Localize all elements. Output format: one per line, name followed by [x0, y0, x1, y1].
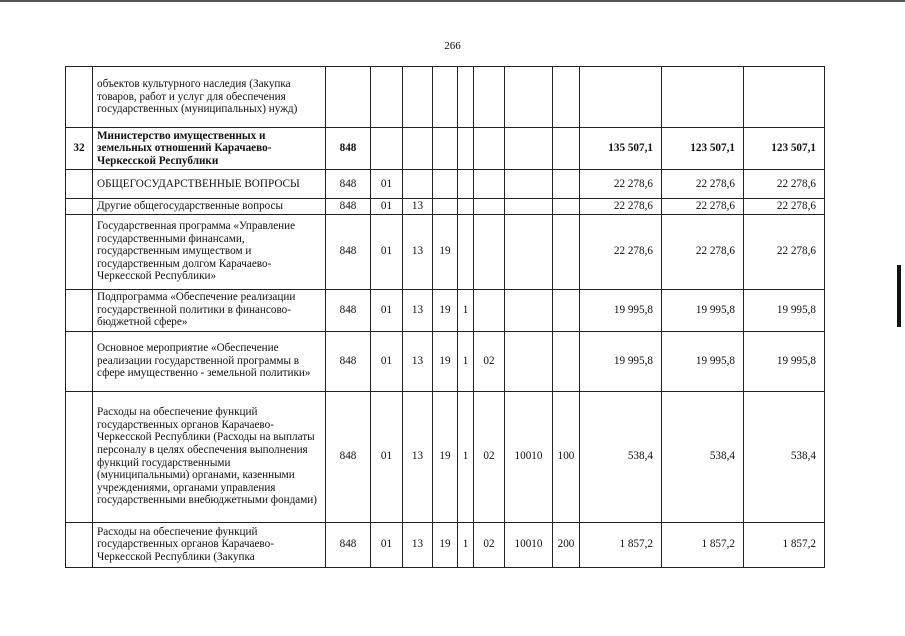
expense-type-code [553, 67, 580, 128]
expense-type-code [553, 128, 580, 170]
table-row [66, 391, 825, 522]
row-name: Министерство имущественных и земельных отношений Карачаево-Черкесской Республики [93, 128, 326, 170]
expense-type-code [553, 214, 580, 289]
amount-2: 538,4 [662, 391, 744, 522]
expense-type-code: 200 [553, 522, 580, 567]
program-code: 19 [433, 391, 458, 522]
activity-code: 02 [474, 522, 505, 567]
section-code [371, 128, 403, 170]
row-number [66, 391, 93, 522]
table-row [66, 199, 825, 215]
amount-3: 19 995,8 [744, 289, 825, 331]
subprogram-code [458, 67, 474, 128]
row-number [66, 199, 93, 215]
program-code [433, 170, 458, 199]
activity-code [474, 199, 505, 215]
row-name: объектов культурного наследия (Закупка товаров, работ и услуг для обеспечения государственных (муниципальных) нужд) [93, 67, 326, 128]
expense-type-code [553, 331, 580, 391]
program-code: 19 [433, 331, 458, 391]
section-code: 01 [371, 522, 403, 567]
program-code [433, 67, 458, 128]
section-code: 01 [371, 199, 403, 215]
amount-1: 22 278,6 [580, 170, 662, 199]
amount-3: 22 278,6 [744, 170, 825, 199]
amount-2: 22 278,6 [662, 214, 744, 289]
subsection-code [403, 170, 433, 199]
subsection-code: 13 [403, 391, 433, 522]
amount-2: 123 507,1 [662, 128, 744, 170]
subprogram-code [458, 214, 474, 289]
program-code: 19 [433, 289, 458, 331]
amount-2: 22 278,6 [662, 199, 744, 215]
ministry-code: 848 [326, 391, 371, 522]
section-code [371, 67, 403, 128]
ministry-code: 848 [326, 289, 371, 331]
activity-code [474, 214, 505, 289]
row-number: 32 [66, 128, 93, 170]
expense-type-code [553, 289, 580, 331]
program-code [433, 128, 458, 170]
program-code: 19 [433, 522, 458, 567]
table-row [66, 289, 825, 331]
table-row [66, 522, 825, 567]
amount-1: 22 278,6 [580, 214, 662, 289]
amount-1: 19 995,8 [580, 289, 662, 331]
direction-code [505, 289, 553, 331]
row-number [66, 289, 93, 331]
amount-3: 123 507,1 [744, 128, 825, 170]
row-name: Расходы на обеспечение функций государственных органов Карачаево-Черкесской Республики (Закупка [93, 522, 326, 567]
row-name: ОБЩЕГОСУДАРСТВЕННЫЕ ВОПРОСЫ [93, 170, 326, 199]
subprogram-code [458, 170, 474, 199]
direction-code [505, 214, 553, 289]
subsection-code: 13 [403, 522, 433, 567]
row-number [66, 522, 93, 567]
ministry-code: 848 [326, 214, 371, 289]
scan-edge-top [0, 0, 905, 2]
activity-code: 02 [474, 391, 505, 522]
direction-code [505, 170, 553, 199]
row-name: Подпрограмма «Обеспечение реализации государственной политики в финансово-бюджетной сфере» [93, 289, 326, 331]
amount-1: 22 278,6 [580, 199, 662, 215]
activity-code [474, 128, 505, 170]
expense-type-code [553, 199, 580, 215]
subsection-code: 13 [403, 331, 433, 391]
activity-code: 02 [474, 331, 505, 391]
subsection-code: 13 [403, 214, 433, 289]
page-number: 266 [444, 40, 461, 52]
section-code: 01 [371, 170, 403, 199]
subsection-code: 13 [403, 289, 433, 331]
subprogram-code: 1 [458, 522, 474, 567]
amount-3: 538,4 [744, 391, 825, 522]
amount-3 [744, 67, 825, 128]
amount-3: 1 857,2 [744, 522, 825, 567]
ministry-code: 848 [326, 331, 371, 391]
amount-1 [580, 67, 662, 128]
table-row [66, 128, 825, 170]
amount-2: 22 278,6 [662, 170, 744, 199]
direction-code: 10010 [505, 391, 553, 522]
amount-2: 1 857,2 [662, 522, 744, 567]
activity-code [474, 289, 505, 331]
direction-code [505, 331, 553, 391]
amount-2 [662, 67, 744, 128]
amount-2: 19 995,8 [662, 289, 744, 331]
row-number [66, 331, 93, 391]
ministry-code: 848 [326, 522, 371, 567]
row-number [66, 214, 93, 289]
direction-code [505, 128, 553, 170]
activity-code [474, 67, 505, 128]
amount-1: 135 507,1 [580, 128, 662, 170]
amount-1: 538,4 [580, 391, 662, 522]
expense-type-code: 100 [553, 391, 580, 522]
subprogram-code [458, 199, 474, 215]
direction-code: 10010 [505, 522, 553, 567]
program-code [433, 199, 458, 215]
table-row [66, 170, 825, 199]
subprogram-code: 1 [458, 331, 474, 391]
activity-code [474, 170, 505, 199]
row-name: Другие общегосударственные вопросы [93, 199, 326, 215]
subprogram-code [458, 128, 474, 170]
ministry-code: 848 [326, 170, 371, 199]
subprogram-code: 1 [458, 289, 474, 331]
ministry-code: 848 [326, 199, 371, 215]
amount-1: 1 857,2 [580, 522, 662, 567]
section-code: 01 [371, 214, 403, 289]
section-code: 01 [371, 391, 403, 522]
subsection-code [403, 128, 433, 170]
amount-3: 19 995,8 [744, 331, 825, 391]
row-name: Основное мероприятие «Обеспечение реализации государственной программы в сфере имущественно - земельной политики» [93, 331, 326, 391]
section-code: 01 [371, 289, 403, 331]
subsection-code: 13 [403, 199, 433, 215]
ministry-code: 848 [326, 128, 371, 170]
scan-mark-right [897, 265, 901, 327]
amount-3: 22 278,6 [744, 199, 825, 215]
amount-3: 22 278,6 [744, 214, 825, 289]
row-name: Государственная программа «Управление государственными финансами, государственным имуществом и государственным долгом Карачаево-Черкесской Республики» [93, 214, 326, 289]
row-name: Расходы на обеспечение функций государственных органов Карачаево-Черкесской Республики (Расходы на выплаты персоналу в целях обеспечения выполнения функций государственными (муниципальными) органами, казенными учреждениями, органами управления государственными внебюджетными фондами) [93, 391, 326, 522]
section-code: 01 [371, 331, 403, 391]
subsection-code [403, 67, 433, 128]
amount-2: 19 995,8 [662, 331, 744, 391]
table-row [66, 67, 825, 128]
subprogram-code: 1 [458, 391, 474, 522]
amount-1: 19 995,8 [580, 331, 662, 391]
direction-code [505, 67, 553, 128]
table-row [66, 214, 825, 289]
program-code: 19 [433, 214, 458, 289]
budget-table [65, 66, 825, 568]
direction-code [505, 199, 553, 215]
row-number [66, 170, 93, 199]
ministry-code [326, 67, 371, 128]
expense-type-code [553, 170, 580, 199]
row-number [66, 67, 93, 128]
table-row [66, 331, 825, 391]
